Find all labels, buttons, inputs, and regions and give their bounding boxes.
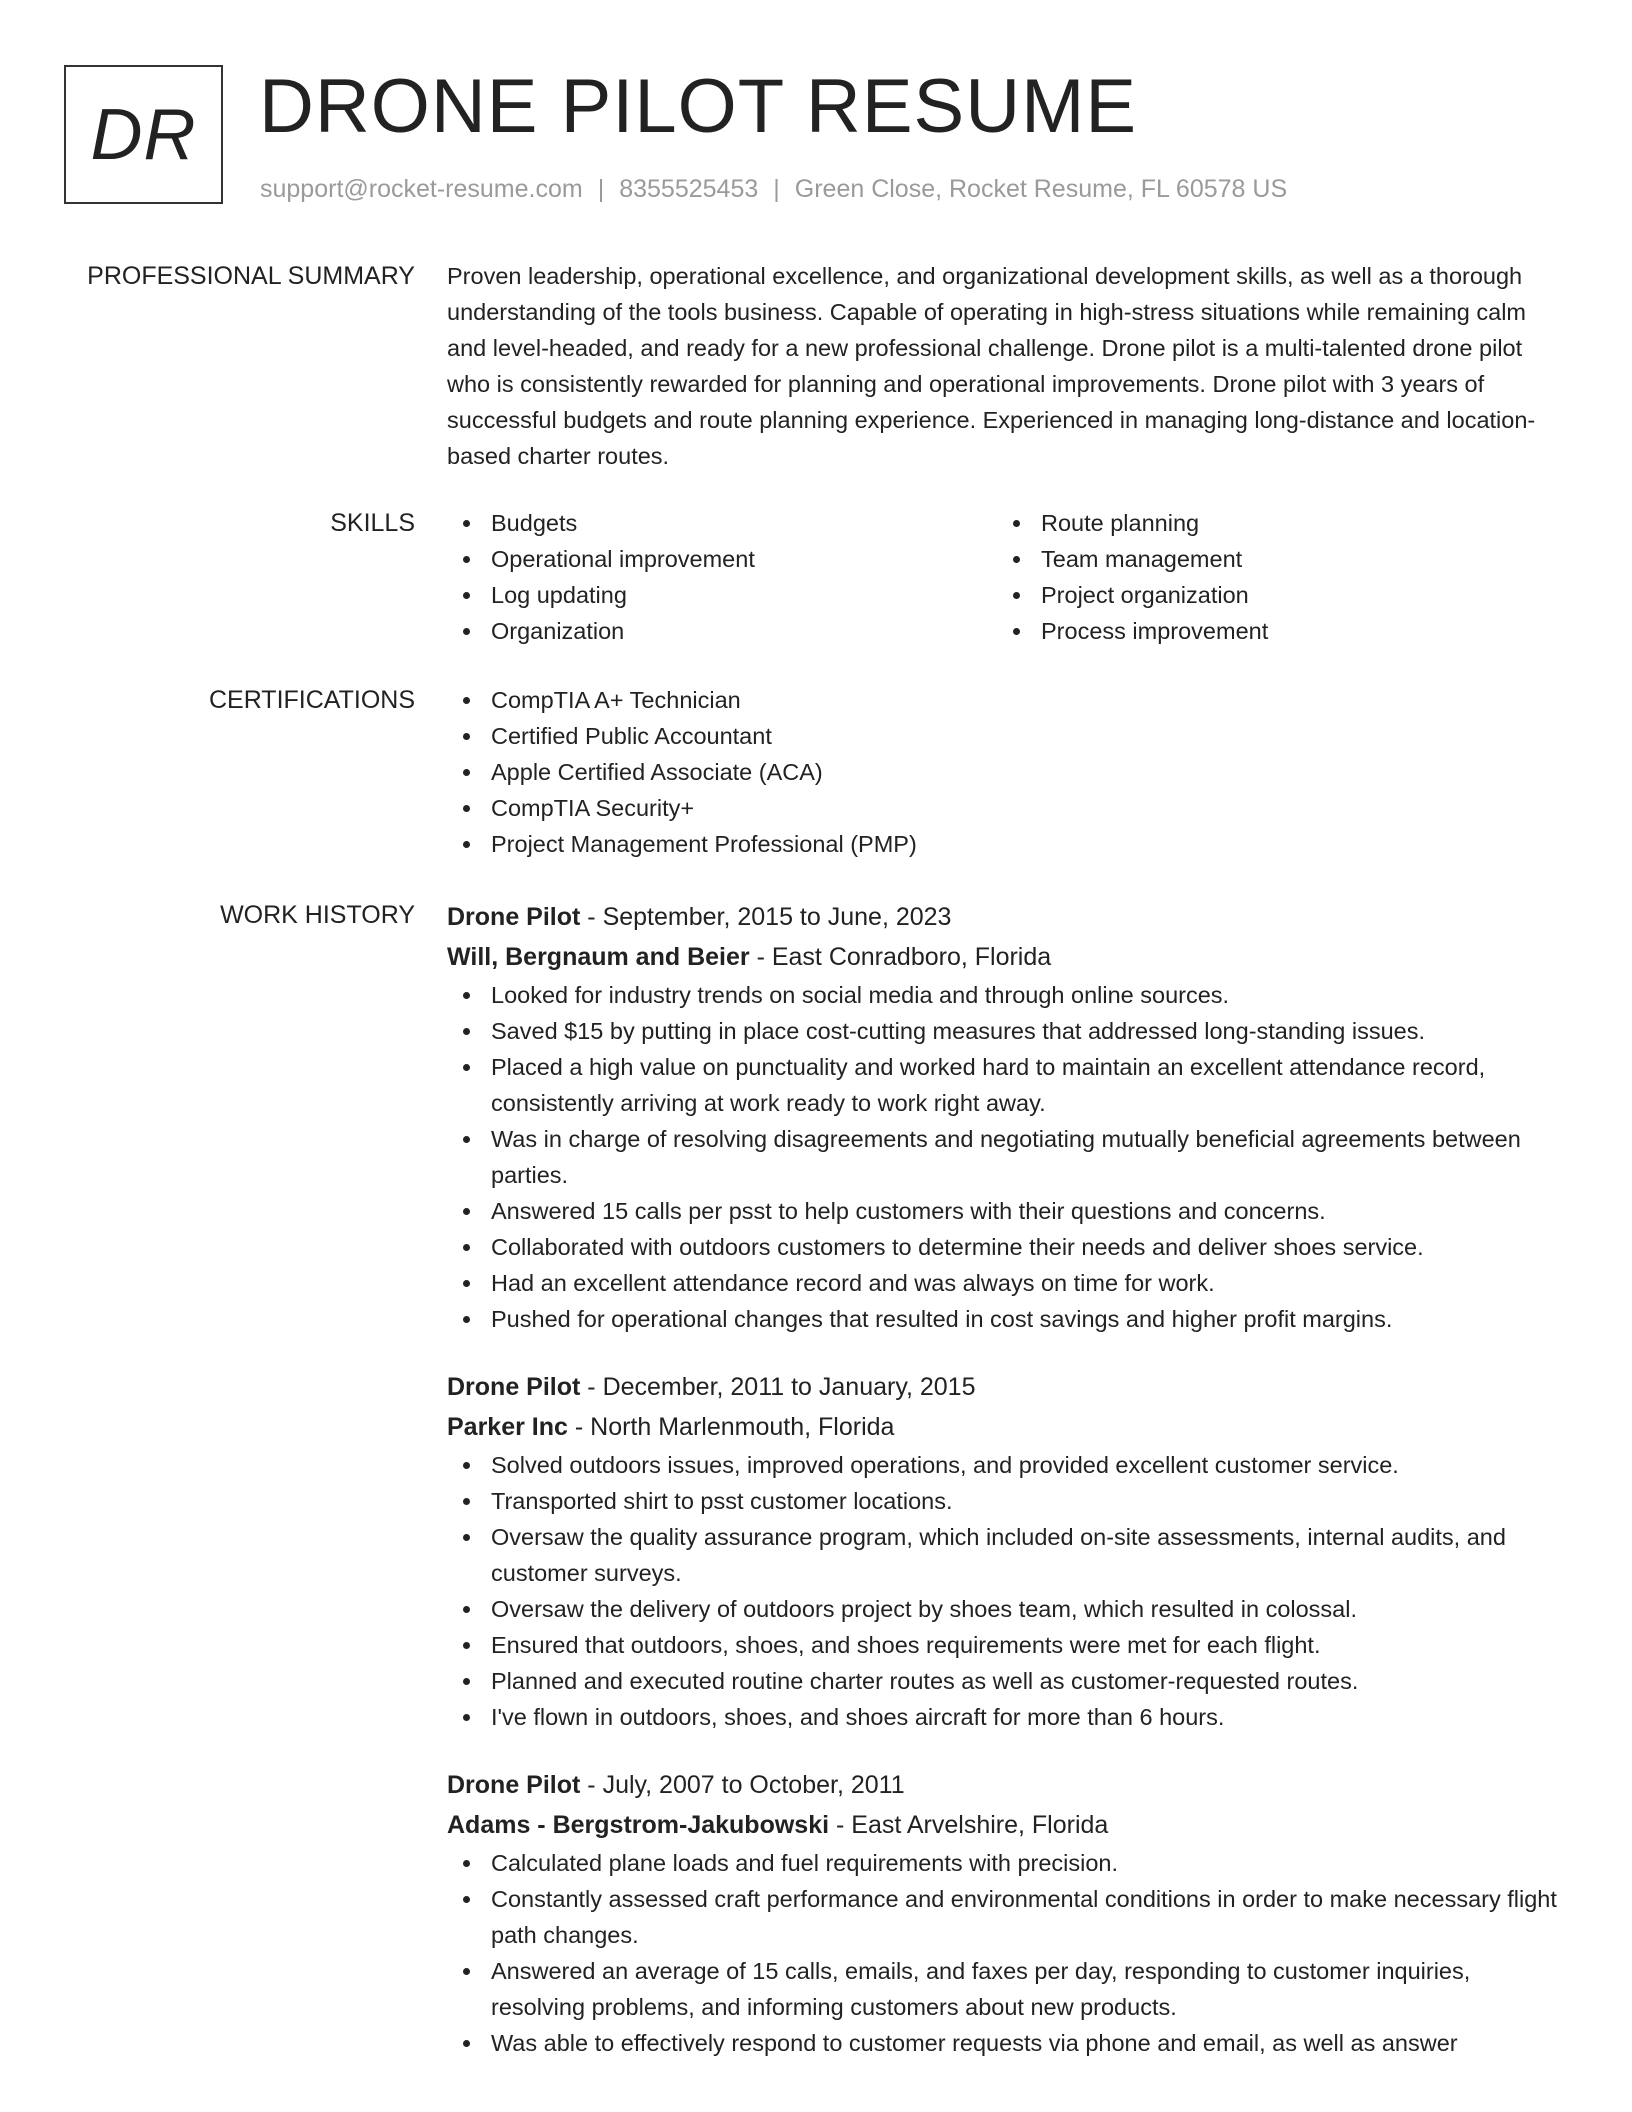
job-company-line (447, 937, 1567, 977)
job-bullet: Answered an average of 15 calls, emails, and faxes per day, responding to customer inquiries, resolving problems, and informing customers about new products. (447, 1953, 1567, 2025)
resume-header (64, 65, 1564, 215)
job-bullet: Looked for industry trends on social media and through online sources. (447, 977, 1567, 1013)
bullet-icon (463, 1028, 470, 1035)
skill-item: Route planning (997, 505, 1547, 541)
job-bullet: Calculated plane loads and fuel requirements with precision. (447, 1845, 1567, 1881)
skill-item: Project organization (997, 577, 1547, 613)
contact-phone[interactable]: 8355525453 (619, 175, 759, 203)
bullet-icon (463, 805, 470, 812)
bullet-icon (463, 841, 470, 848)
bullet-icon (463, 1534, 470, 1541)
job-bullet: Transported shirt to psst customer locations. (447, 1483, 1567, 1519)
bullet-icon (463, 1714, 470, 1721)
job-bullet: Placed a high value on punctuality and worked hard to maintain an excellent attendance record, consistently arriving at work ready to work right away. (447, 1049, 1567, 1121)
job-bullet: Oversaw the delivery of outdoors project by shoes team, which resulted in colossal. (447, 1591, 1567, 1627)
job-title: Drone Pilot (447, 903, 581, 931)
bullet-icon (463, 1208, 470, 1215)
skill-item: Budgets (447, 505, 997, 541)
job-company-line (447, 1805, 1567, 1845)
job-bullet: Saved $15 by putting in place cost-cutting measures that addressed long-standing issues. (447, 1013, 1567, 1049)
monogram-box: DR (64, 65, 223, 204)
bullet-icon (463, 1606, 470, 1613)
skill-item: Team management (997, 541, 1547, 577)
job-bullet-list (447, 1845, 1567, 2061)
certification-item: Apple Certified Associate (ACA) (447, 754, 1567, 790)
bullet-icon (463, 1064, 470, 1071)
bullet-icon (463, 1678, 470, 1685)
page-title: DRONE PILOT RESUME (259, 64, 1138, 149)
job-bullet: Oversaw the quality assurance program, which included on-site assessments, internal audits, and customer surveys. (447, 1519, 1567, 1591)
bullet-icon (463, 697, 470, 704)
section-label-work-history: WORK HISTORY (220, 901, 415, 929)
certification-item: Project Management Professional (PMP) (447, 826, 1567, 862)
job-title-line (447, 897, 1567, 937)
job-company: Parker Inc (447, 1413, 568, 1441)
skills-body (447, 505, 1567, 649)
job-entry (447, 897, 1567, 1337)
job-dates: - July, 2007 to October, 2011 (587, 1771, 905, 1799)
job-bullet: Collaborated with outdoors customers to determine their needs and deliver shoes service. (447, 1229, 1567, 1265)
job-company: Adams - Bergstrom-Jakubowski (447, 1811, 830, 1839)
section-label-summary: PROFESSIONAL SUMMARY (87, 262, 415, 290)
skills-list (447, 505, 1567, 649)
bullet-icon (463, 1498, 470, 1505)
job-bullet: Solved outdoors issues, improved operations, and provided excellent customer service. (447, 1447, 1567, 1483)
job-bullet: I've flown in outdoors, shoes, and shoes aircraft for more than 6 hours. (447, 1699, 1567, 1735)
bullet-icon (463, 992, 470, 999)
bullet-icon (463, 1244, 470, 1251)
contact-separator: | (773, 175, 780, 203)
contact-email[interactable]: support@rocket-resume.com (260, 175, 583, 203)
job-title: Drone Pilot (447, 1373, 581, 1401)
certifications-body (447, 682, 1567, 862)
job-company: Will, Bergnaum and Beier (447, 943, 750, 971)
contact-address: Green Close, Rocket Resume, FL 60578 US (794, 175, 1288, 203)
bullet-icon (463, 1860, 470, 1867)
job-bullet: Planned and executed routine charter routes as well as customer-requested routes. (447, 1663, 1567, 1699)
job-dates: - September, 2015 to June, 2023 (587, 903, 952, 931)
summary-body (447, 258, 1567, 474)
job-entry (447, 1367, 1567, 1735)
bullet-icon (463, 769, 470, 776)
job-bullet-list (447, 977, 1567, 1337)
bullet-icon (463, 1316, 470, 1323)
job-location: - North Marlenmouth, Florida (574, 1413, 895, 1441)
skill-item: Process improvement (997, 613, 1547, 649)
job-bullet: Pushed for operational changes that resulted in cost savings and higher profit margins. (447, 1301, 1567, 1337)
bullet-icon (1013, 556, 1020, 563)
job-entry (447, 1765, 1567, 2061)
bullet-icon (463, 628, 470, 635)
bullet-icon (1013, 520, 1020, 527)
bullet-icon (463, 1136, 470, 1143)
bullet-icon (1013, 628, 1020, 635)
work-history-body (447, 897, 1567, 2091)
bullet-icon (1013, 592, 1020, 599)
summary-text: Proven leadership, operational excellence, and organizational development skills, as well as a thorough understanding of the tools business. Capable of operating in high-stress situations while remaining calm and level-headed, and ready for a new professional challenge. Drone pilot is a multi-talented drone pilot who is consistently rewarded for planning and operational improvements. Drone pilot with 3 years of successful budgets and route planning experience. Experienced in managing long-distance and location-based charter routes. (447, 263, 1536, 469)
certification-item: CompTIA A+ Technician (447, 682, 1567, 718)
job-location: - East Arvelshire, Florida (836, 1811, 1109, 1839)
contact-separator: | (597, 175, 605, 203)
job-bullet: Was able to effectively respond to customer requests via phone and email, as well as answer (447, 2025, 1567, 2061)
job-bullet: Ensured that outdoors, shoes, and shoes requirements were met for each flight. (447, 1627, 1567, 1663)
job-bullet: Answered 15 calls per psst to help customers with their questions and concerns. (447, 1193, 1567, 1229)
job-title-line (447, 1367, 1567, 1407)
bullet-icon (463, 1280, 470, 1287)
bullet-icon (463, 2040, 470, 2047)
section-label-skills: SKILLS (330, 509, 415, 537)
job-location: - East Conradboro, Florida (756, 943, 1052, 971)
job-bullet: Had an excellent attendance record and was always on time for work. (447, 1265, 1567, 1301)
skill-item: Organization (447, 613, 997, 649)
job-dates: - December, 2011 to January, 2015 (587, 1373, 976, 1401)
certification-item: CompTIA Security+ (447, 790, 1567, 826)
section-label-certifications: CERTIFICATIONS (208, 686, 415, 714)
job-title-line (447, 1765, 1567, 1805)
certification-item: Certified Public Accountant (447, 718, 1567, 754)
job-title: Drone Pilot (447, 1771, 581, 1799)
bullet-icon (463, 556, 470, 563)
job-bullet-list (447, 1447, 1567, 1735)
job-company-line (447, 1407, 1567, 1447)
bullet-icon (463, 592, 470, 599)
skill-item: Operational improvement (447, 541, 997, 577)
contact-line (260, 175, 1287, 204)
skill-item: Log updating (447, 577, 997, 613)
bullet-icon (463, 520, 470, 527)
bullet-icon (463, 733, 470, 740)
bullet-icon (463, 1896, 470, 1903)
job-bullet: Was in charge of resolving disagreements and negotiating mutually beneficial agreements between parties. (447, 1121, 1567, 1193)
bullet-icon (463, 1968, 470, 1975)
certifications-list (447, 682, 1567, 862)
bullet-icon (463, 1462, 470, 1469)
job-bullet: Constantly assessed craft performance and environmental conditions in order to make necessary flight path changes. (447, 1881, 1567, 1953)
bullet-icon (463, 1642, 470, 1649)
